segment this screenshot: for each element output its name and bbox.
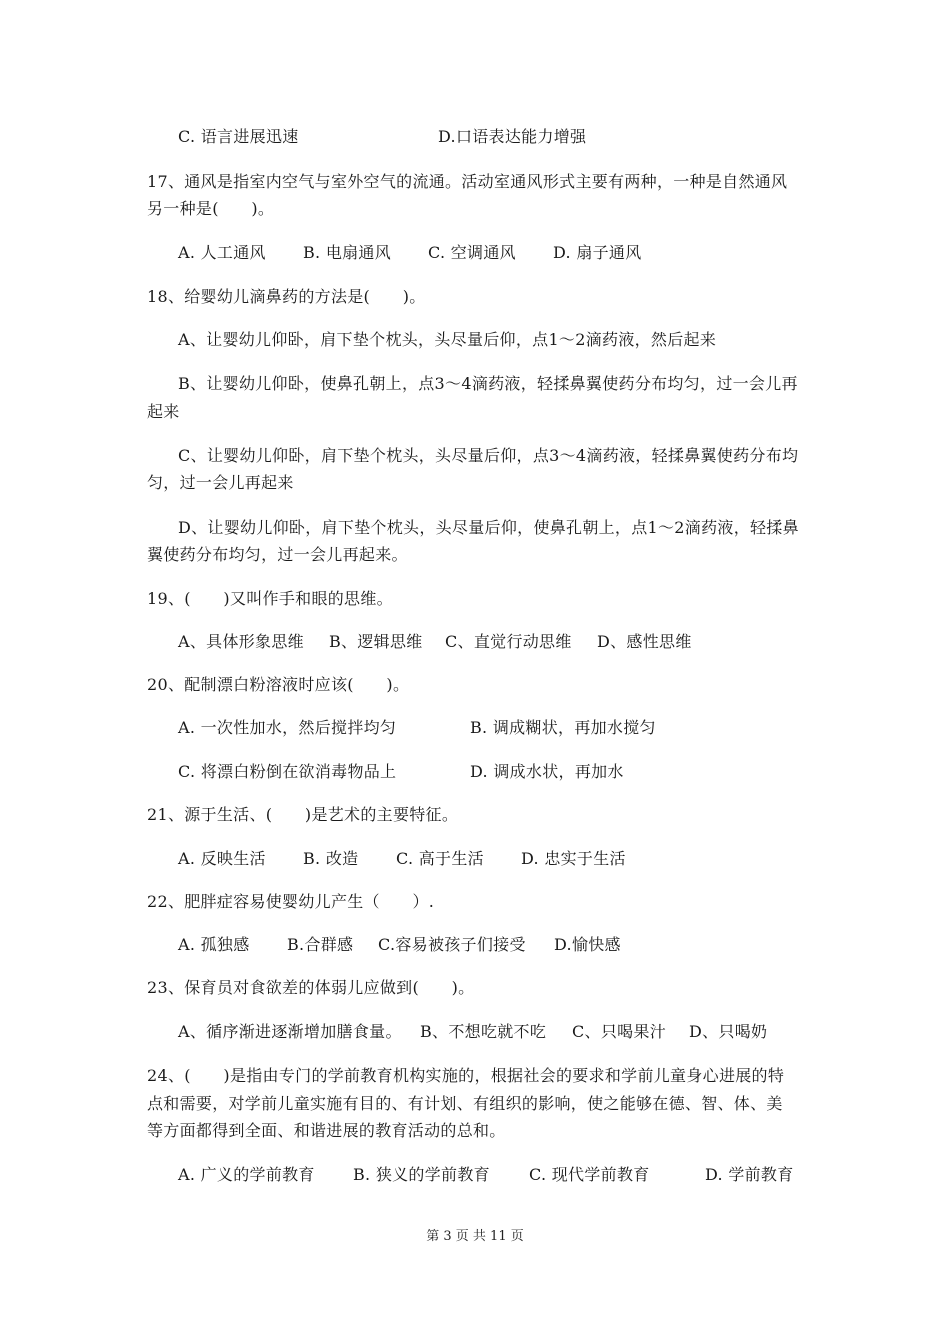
- q24-option-d: D. 学前教育: [705, 1165, 794, 1184]
- q23-option-a: A、循序渐进逐渐增加膳食量。: [178, 1022, 402, 1041]
- q19-option-d: D、感性思维: [597, 632, 692, 651]
- q22-stem: 22、肥胖症容易使婴幼儿产生（ ）.: [147, 892, 435, 911]
- q18-option-b-line1: B、让婴幼儿仰卧，使鼻孔朝上，点3～4滴药液，轻揉鼻翼使药分布均匀，过一会儿再: [178, 374, 798, 393]
- q20-option-d: D. 调成水状，再加水: [470, 762, 624, 781]
- q18-option-a: A、让婴幼儿仰卧，肩下垫个枕头，头尽量后仰，点1～2滴药液，然后起来: [178, 330, 717, 349]
- q24-stem-line3: 等方面都得到全面、和谐进展的教育活动的总和。: [147, 1121, 506, 1140]
- q18-option-d-line2: 翼使药分布均匀，过一会儿再起来。: [147, 545, 408, 564]
- q21-stem: 21、源于生活、( )是艺术的主要特征。: [147, 805, 459, 824]
- q24-stem-line1: 24、( )是指由专门的学前教育机构实施的，根据社会的要求和学前儿童身心进展的特: [147, 1066, 785, 1085]
- q22-option-d: D.愉快感: [554, 935, 621, 954]
- q17-option-d: D. 扇子通风: [553, 243, 642, 262]
- q23-option-d: D、只喝奶: [689, 1022, 768, 1041]
- q20-option-a: A. 一次性加水，然后搅拌均匀: [178, 718, 397, 737]
- q20-option-c: C. 将漂白粉倒在欲消毒物品上: [178, 762, 397, 781]
- q16-option-d: D.口语表达能力增强: [438, 127, 587, 146]
- q21-option-a: A. 反映生活: [178, 849, 266, 868]
- q18-stem: 18、给婴幼儿滴鼻药的方法是( )。: [147, 287, 426, 306]
- q21-option-d: D. 忠实于生活: [521, 849, 626, 868]
- q23-option-b: B、不想吃就不吃: [420, 1022, 547, 1041]
- q21-option-c: C. 高于生活: [396, 849, 484, 868]
- q16-option-c: C. 语言进展迅速: [178, 127, 299, 146]
- q17-stem-line2: 另一种是( )。: [147, 199, 275, 218]
- q24-stem-line2: 点和需要，对学前儿童实施有目的、有计划、有组织的影响，使之能够在德、智、体、美: [147, 1094, 783, 1113]
- q17-option-b: B. 电扇通风: [303, 243, 392, 262]
- q24-option-c: C. 现代学前教育: [529, 1165, 650, 1184]
- q22-option-c: C.容易被孩子们接受: [378, 935, 526, 954]
- q18-option-b-line2: 起来: [147, 402, 180, 421]
- q19-option-c: C、直觉行动思维: [445, 632, 572, 651]
- q19-stem: 19、( )又叫作手和眼的思维。: [147, 589, 393, 608]
- q21-option-b: B. 改造: [303, 849, 359, 868]
- q18-option-c-line2: 匀，过一会儿再起来: [147, 473, 294, 492]
- q18-option-c-line1: C、让婴幼儿仰卧，肩下垫个枕头，头尽量后仰，点3～4滴药液，轻揉鼻翼使药分布均: [178, 446, 799, 465]
- q19-option-a: A、具体形象思维: [178, 632, 304, 651]
- q24-option-a: A. 广义的学前教育: [178, 1165, 315, 1184]
- q17-option-c: C. 空调通风: [428, 243, 516, 262]
- q17-option-a: A. 人工通风: [178, 243, 266, 262]
- q23-option-c: C、只喝果汁: [572, 1022, 667, 1041]
- page-number: 第 3 页 共 11 页: [426, 1229, 524, 1244]
- q17-stem-line1: 17、通风是指室内空气与室外空气的流通。活动室通风形式主要有两种，一种是自然通风: [147, 172, 788, 191]
- q23-stem: 23、保育员对食欲差的体弱儿应做到( )。: [147, 978, 475, 997]
- q19-option-b: B、逻辑思维: [329, 632, 423, 651]
- page-footer: [0, 1228, 950, 1246]
- q18-option-d-line1: D、让婴幼儿仰卧，肩下垫个枕头，头尽量后仰，使鼻孔朝上，点1～2滴药液，轻揉鼻: [178, 518, 799, 537]
- q24-option-b: B. 狭义的学前教育: [353, 1165, 490, 1184]
- q20-stem: 20、配制漂白粉溶液时应该( )。: [147, 675, 410, 694]
- q22-option-b: B.合群感: [287, 935, 354, 954]
- q22-option-a: A. 孤独感: [178, 935, 250, 954]
- q20-option-b: B. 调成糊状，再加水搅匀: [470, 718, 656, 737]
